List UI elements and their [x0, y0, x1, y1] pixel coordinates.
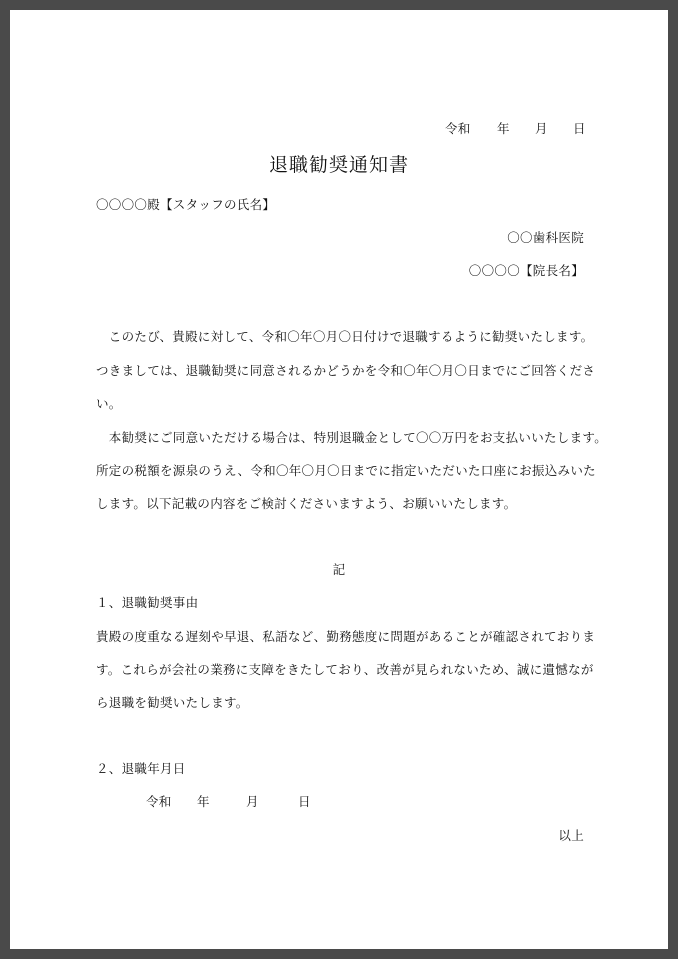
sender-clinic: 〇〇歯科医院 — [507, 230, 584, 245]
closing-text: 以上 — [558, 828, 584, 843]
body-line: 本勧奨にご同意いただける場合は、特別退職金として〇〇万円をお支払いいたします。 — [96, 430, 608, 445]
sender-director: 〇〇〇〇【院長名】 — [468, 263, 584, 278]
section2-date-month: 月 — [246, 794, 259, 809]
section2-date-day: 日 — [298, 794, 311, 809]
body-line: い。 — [96, 396, 122, 411]
header-date-era: 令和 — [445, 121, 471, 136]
header-date-day: 日 — [573, 121, 586, 136]
body-line: つきましては、退職勧奨に同意されるかどうかを令和〇年〇月〇日までにご回答くださ — [96, 363, 596, 378]
section1-line: 貴殿の度重なる遅刻や早退、私語など、勤務態度に問題があることが確認されておりま — [96, 629, 596, 644]
body-line: 所定の税額を源泉のうえ、令和〇年〇月〇日までに指定いただいた口座にお振込みいた — [96, 463, 596, 478]
section2-heading: ２、退職年月日 — [96, 761, 186, 776]
header-date-month: 月 — [535, 121, 548, 136]
ki-marker: 記 — [332, 562, 346, 577]
header-date — [445, 121, 595, 137]
section1-heading: １、退職勧奨事由 — [96, 595, 199, 610]
header-date-year: 年 — [497, 121, 510, 136]
body-line: このたび、貴殿に対して、令和〇年〇月〇日付けで退職するように勧奨いたします。 — [96, 329, 594, 344]
section1-line: す。これらが会社の業務に支障をきたしており、改善が見られないため、誠に遺憾なが — [96, 662, 594, 677]
document-page — [10, 10, 668, 949]
section2-date-year: 年 — [197, 794, 210, 809]
document-title: 退職勧奨通知書 — [268, 154, 409, 176]
body-line: します。以下記載の内容をご検討くださいますよう、お願いいたします。 — [96, 496, 517, 511]
section2-date-era: 令和 — [146, 794, 172, 809]
recipient-name: 〇〇〇〇殿【スタッフの氏名】 — [96, 197, 276, 212]
section2-date — [146, 794, 326, 810]
section1-line: ら退職を勧奨いたします。 — [96, 695, 249, 710]
